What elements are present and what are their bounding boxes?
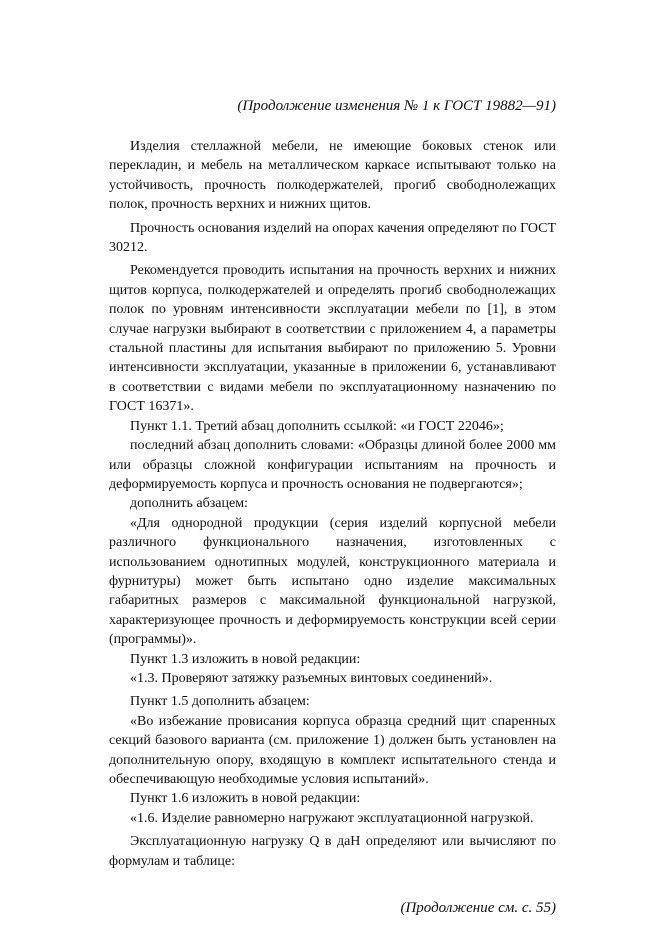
paragraph-item-1-6-text: «1.6. Изделие равномерно нагружают эксплуатационной нагрузкой.: [130, 810, 534, 826]
document-page: [109, 96, 556, 918]
continuation-header: (Продолжение изменения № 1 к ГОСТ 19882—91): [237, 98, 556, 114]
paragraph-item-1-6-heading: Пункт 1.6 изложить в новой редакции:: [130, 791, 361, 807]
paragraph-add-para: дополнить абзацем:: [130, 496, 248, 512]
paragraph-operational-load: Эксплуатационную нагрузку Q в даН определяют или вычисляют по формулам и таблице:: [109, 834, 556, 869]
paragraph-recommended-tests: Рекомендуется проводить испытания на прочность верхних и нижних щитов корпуса, полкодержателей и определять прогиб свободнолежащих полок по уровням интенсивности эксплуатации мебели по [1], в этом случае нагрузки выбирают в соответствии с приложением 4, а параметры стальной пластины для испытания выбирают по приложению 5. Уровни интенсивности эксплуатации, указанные в приложении 6, устанавливают в соответствии с видами мебели по эксплуатационному назначению по ГОСТ 16371».: [109, 263, 556, 415]
paragraph-homogeneous-products: «Для однородной продукции (серия изделий корпусной мебели различного функционального назначения, изготовленных с использованием однотипных модулей, конструкционного материала и фурнитуры) может быть испытано одно изделие максимальных габаритных размеров с максимальной функциональной нагрузкой, характеризующее прочность и деформируемость конструкции всей серии (программы)».: [109, 515, 556, 648]
paragraph-last-para-addition: последний абзац дополнить словами: «Образцы длиной более 2000 мм или образцы сложной конфигурации испытаниям на прочность и деформируемость корпуса и прочность основания не подвергаются»;: [109, 438, 556, 492]
continuation-footer: (Продолжение см. с. 55): [400, 900, 556, 917]
paragraph-item-1-5-text: «Во избежание провисания корпуса образца средний щит спаренных секций базового варианта (см. приложение 1) должен быть установлен на дополнительную опору, входящую в комплект испытательного стенда и обеспечивающую необходимые условия испытаний».: [109, 713, 556, 787]
paragraph-shelving-furniture: Изделия стеллажной мебели, не имеющие боковых стенок или перекладин, и мебель на металлическом каркасе испытывают только на устойчивость, прочность полкодержателей, прогиб свободнолежащих полок, прочность верхних и нижних щитов.: [109, 139, 556, 213]
paragraph-item-1-3-text: «1.3. Проверяют затяжку разъемных винтовых соединений».: [130, 670, 493, 686]
paragraph-item-1-1: Пункт 1.1. Третий абзац дополнить ссылкой: «и ГОСТ 22046»;: [130, 418, 504, 434]
paragraph-base-strength: Прочность основания изделий на опорах качения определяют по ГОСТ 30212.: [109, 220, 556, 256]
paragraph-item-1-5-heading: Пункт 1.5 дополнить абзацем:: [130, 694, 310, 710]
paragraph-item-1-3-heading: Пункт 1.3 изложить в новой редакции:: [130, 651, 361, 667]
